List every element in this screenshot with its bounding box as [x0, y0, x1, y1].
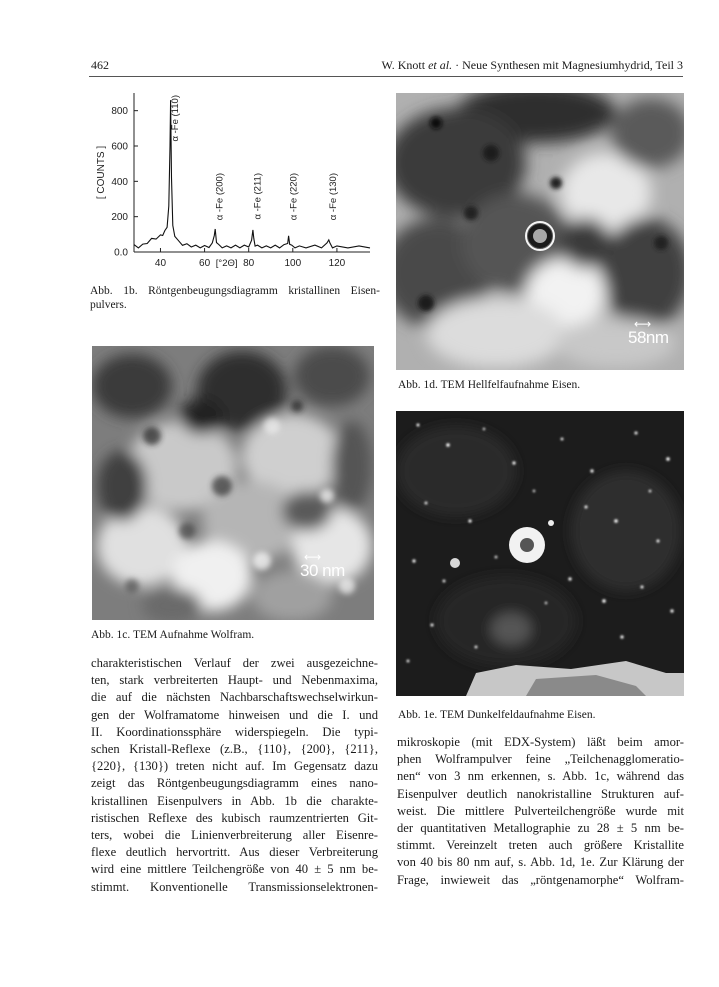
running-head-title: · Neue Synthesen mit Magnesiumhydrid, Teil 3 — [452, 58, 683, 72]
x-tick-label: 60 — [199, 258, 211, 269]
fig-1e-caption: Abb. 1e. TEM Dunkelfeldaufnahme Eisen. — [398, 709, 596, 721]
text-line: nen“ von 3 nm erkennen, s. Abb. 1c, während das — [397, 769, 684, 784]
peak-label: α -Fe (130) — [327, 173, 339, 221]
text-line: weist. Die mittlere Pulverteilchengröße wurde mit — [397, 803, 684, 818]
header-rule — [89, 76, 683, 77]
running-head-author: W. Knott — [381, 58, 429, 72]
tem-texture-darkfield — [396, 411, 684, 696]
fig-1b-caption — [90, 284, 380, 312]
y-tick-label: 600 — [111, 141, 128, 153]
x-tick-label: 120 — [328, 258, 346, 269]
text-line: stimmt. Konventionelle Transmissionselektronen- — [91, 879, 378, 894]
scale-bar-brightfield — [628, 319, 669, 347]
peak-label: α -Fe (200) — [214, 173, 226, 221]
text-line: gen der Wolframatome hinweisen und die I. und — [91, 707, 378, 722]
fig-1d-caption: Abb. 1d. TEM Hellfelfaufnahme Eisen. — [398, 379, 581, 391]
y-tick-label: 400 — [111, 176, 128, 188]
peak-label: α -Fe (220) — [288, 173, 300, 221]
running-head-etal: et al. — [428, 58, 453, 72]
text-line: Frage, inwieweit das „röntgenamorphe“ Wolfram- — [397, 872, 684, 887]
text-line: Eisenpulver deutlich nanokristalline Strukturen auf- — [397, 786, 684, 801]
text-line: die auf die nächsten Nachbarschaftswechselwirkun- — [91, 690, 378, 705]
text-line: ristischen Reflexe des kubisch raumzentrierten Git- — [91, 810, 378, 825]
y-tick-label: 0.0 — [114, 247, 128, 259]
scale-bar-tungsten — [300, 552, 345, 580]
peak-label: α -Fe (211) — [252, 173, 264, 220]
text-line: zeigt das Röntgenbeugungsdiagramm eines nano- — [91, 776, 378, 791]
scale-bar-arrow: ⟷ — [304, 550, 322, 564]
fig-1c-caption: Abb. 1c. TEM Aufnahme Wolfram. — [91, 629, 255, 641]
tem-image-iron-brightfield — [396, 93, 684, 370]
scale-bar-label: 30 nm — [300, 561, 345, 580]
x-tick-label: 80 — [243, 258, 255, 269]
x-tick-label: 40 — [154, 258, 167, 269]
text-line: stimmt. Vereinzelt treten auch größere Kristallite — [397, 838, 684, 853]
text-line: wird eine mittlere Teilchengröße von 40 ± 5 nm be- — [91, 862, 378, 877]
text-line: phen Wolframpulver feine „Teilchenagglomeratio- — [397, 752, 684, 767]
y-axis-label: [ COUNTS ] — [96, 145, 107, 200]
text-line: der quantitativen Metallographie zu 28 ± 5 nm be- — [397, 821, 684, 836]
running-head — [382, 58, 683, 73]
body-text-right-column — [397, 734, 684, 889]
text-line: ters, wobei die Linienverbreiterung aller Eisenre- — [91, 828, 378, 843]
text-line: mikroskopie (mit EDX-System) läßt beim amor- — [397, 735, 684, 749]
scale-bar-arrow: ⟷ — [634, 317, 652, 331]
x-tick-label: 100 — [284, 258, 302, 269]
tem-image-tungsten — [92, 346, 374, 620]
scale-bar-label: 58nm — [628, 328, 669, 347]
text-line: charakteristischen Verlauf der zwei ausgezeichne- — [91, 656, 378, 670]
peak-label: α -Fe (110) — [169, 95, 181, 142]
y-tick-label: 200 — [111, 212, 128, 224]
text-line: von 40 bis 80 nm auf, s. Abb. 1d, 1e. Zur Klärung der — [397, 855, 684, 870]
text-line: II. Koordinationssphäre widerspiegeln. Die typi- — [91, 724, 378, 739]
fig-1b-caption-line: pulvers. — [90, 299, 127, 311]
text-line: schen Kristall-Reflexe (z.B., {110}, {200}, {211}, — [91, 742, 378, 757]
text-line: flexe deutlich hervortritt. Aus dieser Verbreiterung — [91, 845, 378, 860]
tem-image-iron-darkfield — [396, 411, 684, 696]
body-text-left-column — [91, 655, 378, 896]
text-line: {220}, {130}) treten nicht auf. Im Gegensatz dazu — [91, 759, 378, 774]
fig-1b-caption-line: Abb. 1b. Röntgenbeugungsdiagramm kristallinen Eisen- — [90, 285, 380, 297]
y-tick-label: 800 — [111, 106, 128, 118]
page-number: 462 — [91, 58, 109, 72]
text-line: kristallinen Eisenpulvers in Abb. 1b die charakte- — [91, 793, 378, 808]
x-axis-label: [°2Θ] — [215, 258, 238, 269]
text-line: ten, stark verbreiterten Haupt- und Nebenmaxima, — [91, 673, 378, 688]
xrd-chart — [88, 85, 378, 280]
